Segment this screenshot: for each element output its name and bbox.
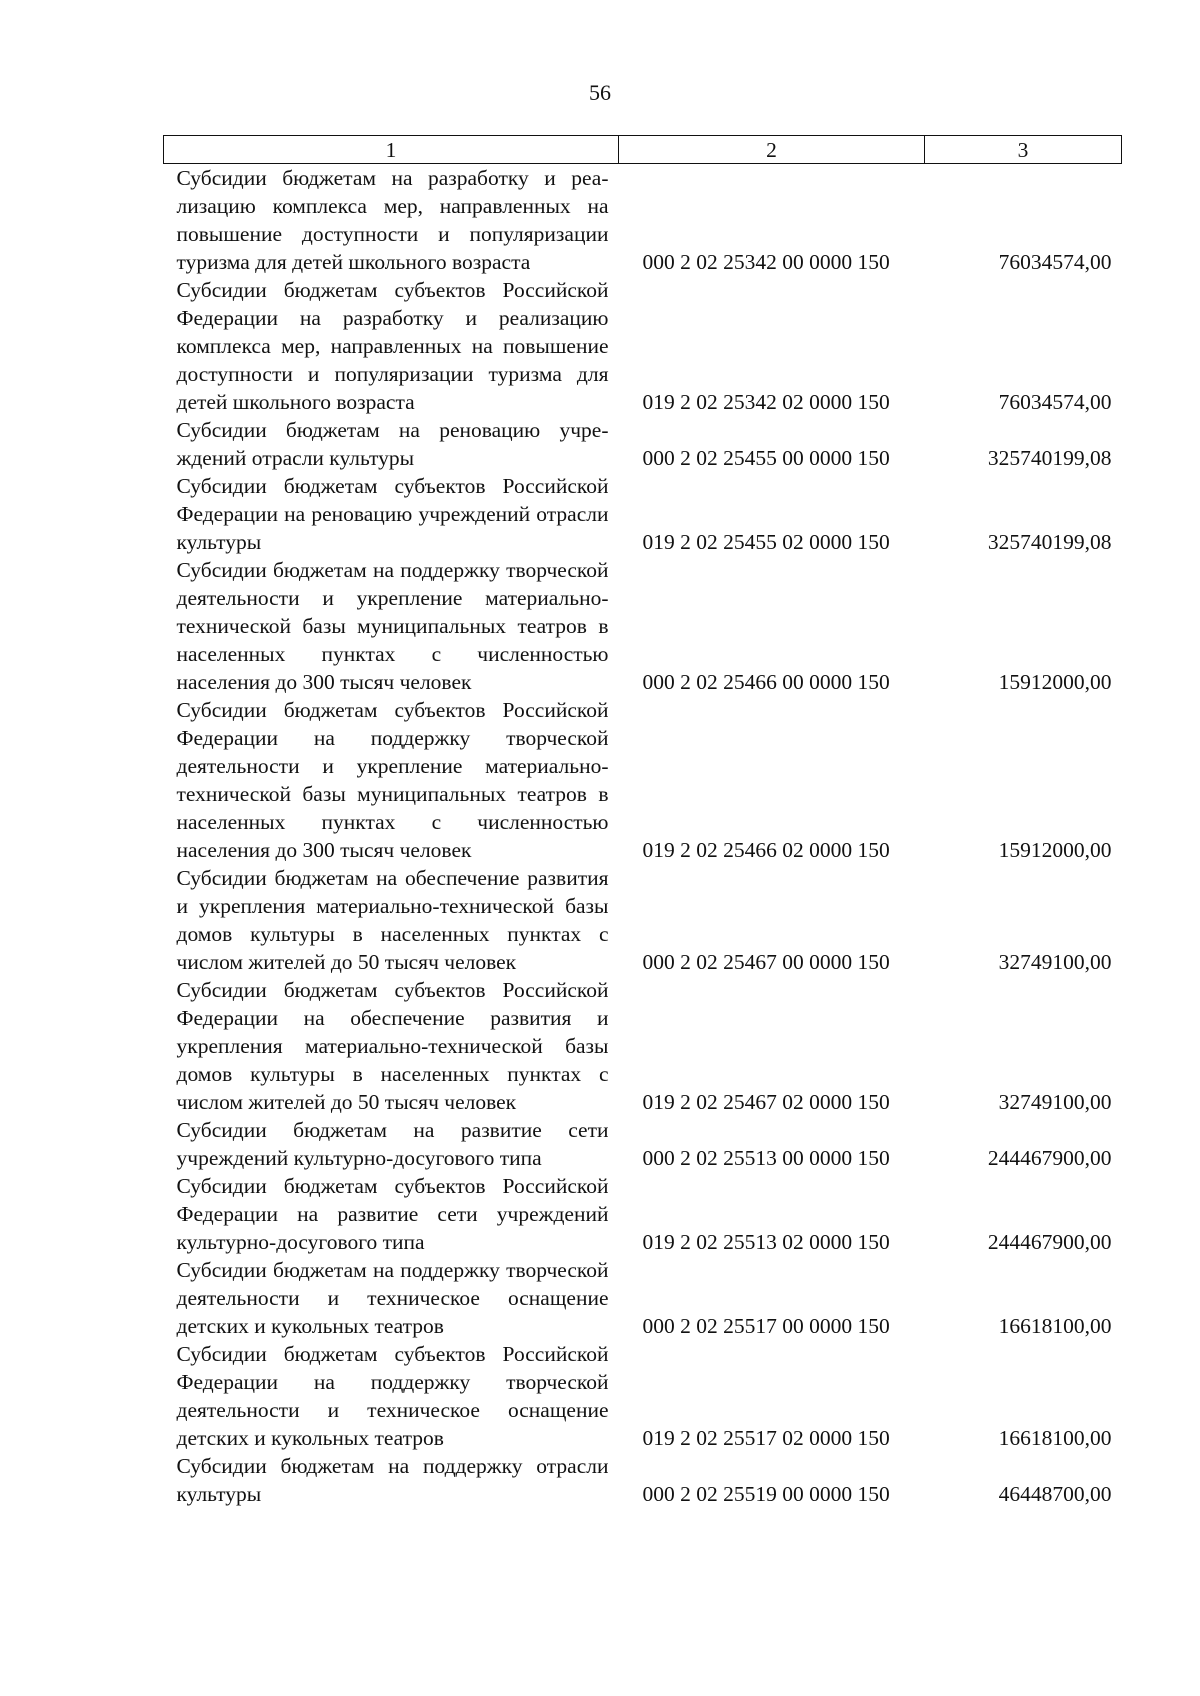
row-code: 000 2 02 25467 00 0000 150 [642, 950, 890, 974]
row-description: Субсидии бюджетам на развитие сети учреждений культурно-досугового типа [176, 1118, 609, 1170]
row-amount: 15912000,00 [998, 670, 1112, 694]
table-row [164, 1452, 1122, 1508]
row-amount: 325740199,08 [987, 446, 1112, 470]
row-code: 019 2 02 25455 02 0000 150 [642, 530, 890, 554]
row-amount: 15912000,00 [998, 838, 1112, 862]
row-description: Субсидии бюджетам субъектов Российской Федерации на реновацию учреждений отрасли культуры [176, 474, 609, 554]
row-description: Субсидии бюджетам на обеспечение развития и укрепления материально-технической базы домов культуры в населенных пунктах с числом жителей до 50 тысяч человек [176, 866, 609, 974]
row-code: 000 2 02 25513 00 0000 150 [642, 1146, 890, 1170]
budget-table [163, 135, 1122, 1508]
column-header-2: 2 [619, 136, 925, 164]
row-description: Субсидии бюджетам на разработку и реализацию комплекса мер, направленных на повышение доступности и популяризации туризма для детей школьного возраста [176, 166, 609, 274]
row-amount: 32749100,00 [998, 1090, 1112, 1114]
row-description: Субсидии бюджетам на поддержку отрасли культуры [176, 1454, 609, 1506]
row-description: Субсидии бюджетам субъектов Российской Федерации на поддержку творческой деятельности и техническое оснащение детских и кукольных театров [176, 1342, 609, 1450]
row-amount: 16618100,00 [998, 1426, 1112, 1450]
row-code: 000 2 02 25517 00 0000 150 [642, 1314, 890, 1338]
page-number: 56 [589, 80, 611, 105]
row-amount: 76034574,00 [998, 250, 1112, 274]
row-description: Субсидии бюджетам субъектов Российской Федерации на разработку и реализацию комплекса мер, направленных на повышение доступности и популяризации туризма для детей школьного возраста [176, 278, 609, 414]
row-amount: 46448700,00 [998, 1482, 1112, 1506]
row-amount: 32749100,00 [998, 950, 1112, 974]
column-header-1: 1 [164, 136, 619, 164]
table-row [164, 976, 1122, 1116]
table-row [164, 1256, 1122, 1340]
header-row [164, 136, 1122, 164]
table-row [164, 556, 1122, 696]
table-row [164, 164, 1122, 277]
row-description: Субсидии бюджетам на поддержку творческой деятельности и техническое оснащение детских и кукольных театров [176, 1258, 609, 1338]
row-amount: 76034574,00 [998, 390, 1112, 414]
row-code: 000 2 02 25466 00 0000 150 [642, 670, 890, 694]
table-header [164, 136, 1122, 164]
row-code: 019 2 02 25513 02 0000 150 [642, 1230, 890, 1254]
table-row [164, 276, 1122, 416]
row-description: Субсидии бюджетам на поддержку творческой деятельности и укрепление материально-технической базы муниципальных театров в населенных пунктах с численностью населения до 300 тысяч человек [176, 558, 609, 694]
table-body [164, 164, 1122, 1509]
row-code: 019 2 02 25467 02 0000 150 [642, 1090, 890, 1114]
table-row [164, 864, 1122, 976]
table-row [164, 1340, 1122, 1452]
row-amount: 16618100,00 [998, 1314, 1112, 1338]
row-amount: 244467900,00 [987, 1146, 1112, 1170]
row-description: Субсидии бюджетам субъектов Российской Федерации на обеспечение развития и укрепления материально-технической базы домов культуры в населенных пунктах с числом жителей до 50 тысяч человек [176, 978, 609, 1114]
row-description: Субсидии бюджетам на реновацию учреждений отрасли культуры [176, 418, 609, 470]
row-amount: 244467900,00 [987, 1230, 1112, 1254]
table-row [164, 1172, 1122, 1256]
row-code: 019 2 02 25342 02 0000 150 [642, 390, 890, 414]
row-code: 019 2 02 25517 02 0000 150 [642, 1426, 890, 1450]
row-amount: 325740199,08 [987, 530, 1112, 554]
table-row [164, 472, 1122, 556]
row-description: Субсидии бюджетам субъектов Российской Федерации на развитие сети учреждений культурно-досугового типа [176, 1174, 609, 1254]
row-code: 000 2 02 25519 00 0000 150 [642, 1482, 890, 1506]
column-header-3: 3 [925, 136, 1122, 164]
row-description: Субсидии бюджетам субъектов Российской Федерации на поддержку творческой деятельности и укрепление материально-технической базы муниципальных театров в населенных пунктах с численностью населения до 300 тысяч человек [176, 698, 609, 862]
row-code: 019 2 02 25466 02 0000 150 [642, 838, 890, 862]
table-row [164, 1116, 1122, 1172]
table-row [164, 696, 1122, 864]
row-code: 000 2 02 25342 00 0000 150 [642, 250, 890, 274]
table-row [164, 416, 1122, 472]
row-code: 000 2 02 25455 00 0000 150 [642, 446, 890, 470]
